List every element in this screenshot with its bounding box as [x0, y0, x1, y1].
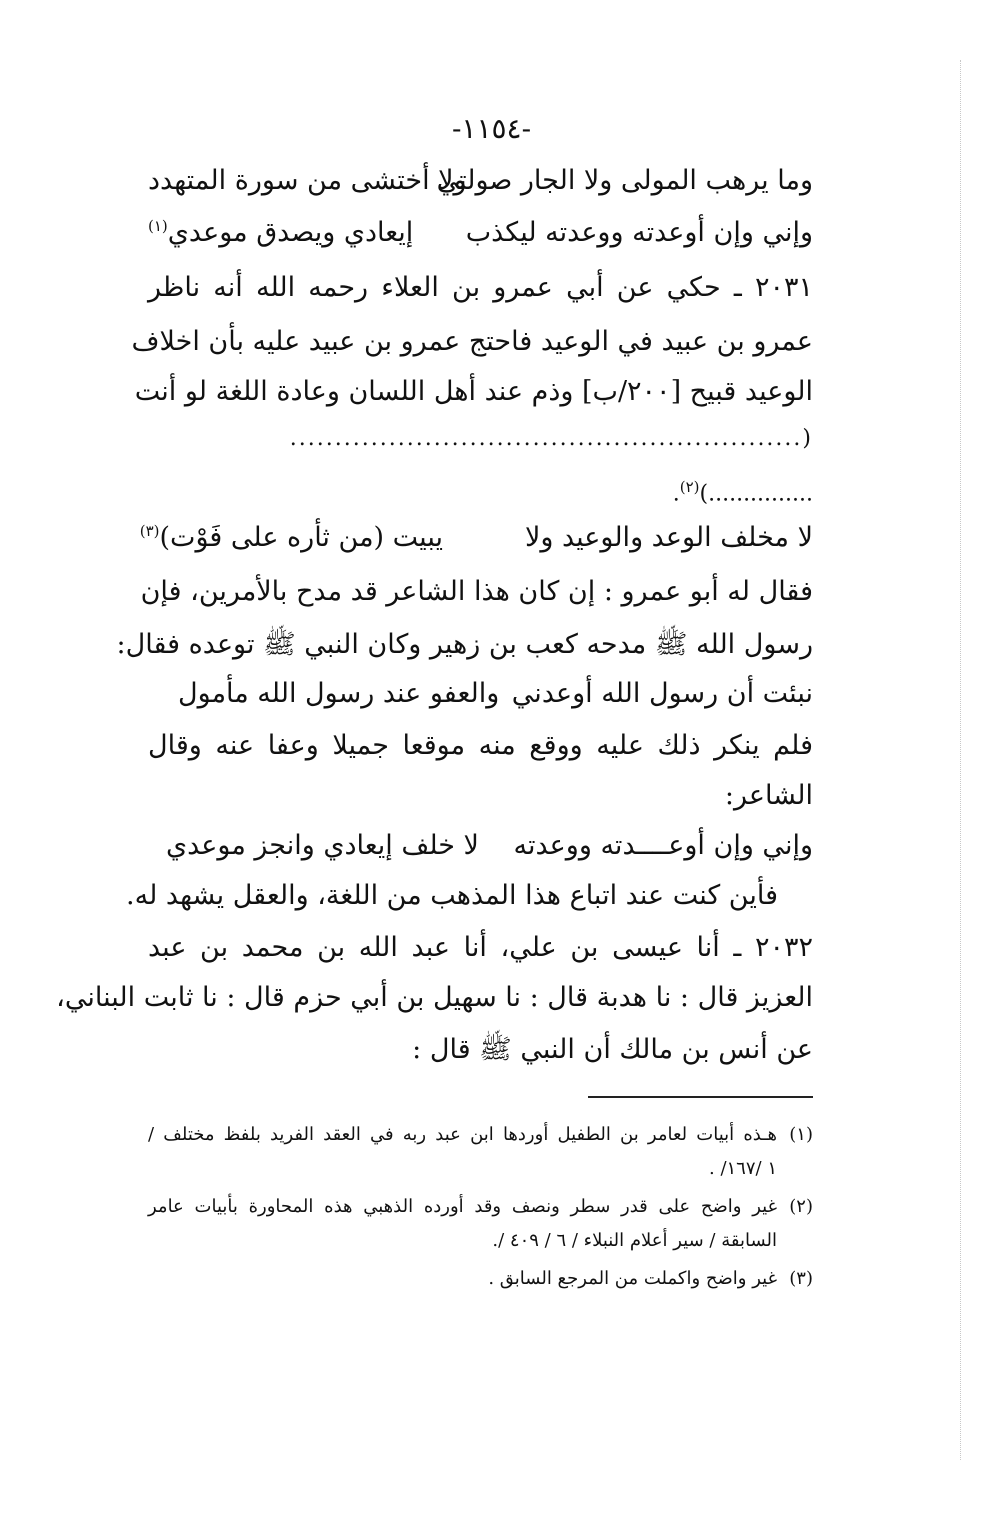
paragraph-2-line-2: رسول الله ﷺ مدحه كعب بن زهير وكان النبي ﷺ توعده فقال:: [116, 629, 813, 660]
paragraph-3-line-1: فلم ينكر ذلك عليه ووقع منه موقعا جميلا وعفا عنه وقال: [148, 730, 813, 761]
paragraph-1-line-3: الوعيد قبيح [٢٠٠/ب] وذم عند أهل اللسان وعادة اللغة لو أنت: [134, 376, 813, 407]
footnote-separator: [588, 1096, 813, 1098]
verse-3-second-hemistich: [140, 522, 443, 553]
paragraph-1-line-2: عمرو بن عبيد في الوعيد فاحتج عمرو بن عبيد عليه بأن اخلاف: [131, 326, 813, 357]
paragraph-5-line-2: العزيز قال : نا هدبة قال : نا سهيل بن أبي حزم قال : نا ثابت البناني،: [56, 982, 813, 1013]
verse-2: [148, 217, 813, 261]
verse-4-first-hemistich: نبئت أن رسول الله أوعدني: [511, 678, 813, 709]
verse-4-second-hemistich: والعفو عند رسول الله مأمول: [178, 678, 500, 709]
page-number: -١١٥٤-: [451, 112, 532, 145]
footnote-2: [148, 1196, 813, 1217]
paragraph-3-line-2: الشاعر:: [724, 780, 813, 811]
verse-5-second-hemistich: لا خلف إيعادي وانجز موعدي: [166, 830, 479, 861]
footnote-marker-1: (١): [148, 217, 168, 235]
verse-2-second-hemistich: [148, 217, 413, 248]
verse-1-first-hemistich: وما يرهب المولى ولا الجار صولتي: [436, 165, 813, 196]
footnote-marker-3: (٣): [139, 522, 160, 540]
paragraph-5-line-3: عن أنس بن مالك أن النبي ﷺ قال :: [412, 1034, 813, 1065]
footnote-1-line-1: هـذه أبيات لعامر بن الطفيل أوردها ابن عبد ربه في العقد الفريد بلفظ مختلف /: [148, 1124, 777, 1145]
footnote-1: [148, 1124, 813, 1145]
paragraph-2-line-1: فقال له أبو عمرو : إن كان هذا الشاعر قد مدح بالأمرين، فإن: [140, 576, 813, 607]
verse-2-second-text: إيعادي ويصدق موعدي: [167, 217, 414, 248]
footnote-2-number: (٢): [789, 1196, 813, 1217]
footnote-3: [148, 1268, 813, 1289]
footnote-1-line-2: ١ /١٦٧/ .: [709, 1158, 777, 1179]
footnote-marker-2: (٢): [679, 478, 700, 496]
footnote-2-line-2: السابقة / سير أعلام النبلاء / ٦ / ٤٠٩ /.: [492, 1230, 777, 1251]
verse-5: [148, 830, 813, 874]
footnote-3-line-1: غير واضح واكملت من المرجع السابق .: [488, 1268, 777, 1289]
paragraph-5-line-1: ٢٠٣٢ ـ أنا عيسى بن علي، أنا عبد الله بن محمد بن عبد: [148, 932, 813, 963]
footnote-3-number: (٣): [789, 1268, 813, 1289]
footnote-2-line-1: غير واضح على قدر سطر ونصف وقد أورده الذهبي هذه المحاورة بأبيات عامر: [148, 1196, 777, 1217]
verse-1: [148, 165, 813, 209]
verse-3-first-hemistich: لا مخلف الوعد والوعيد ولا: [524, 522, 813, 553]
illegible-gap-line-1: (.........................................................: [289, 426, 813, 451]
illegible-gap-dots: ...............): [699, 481, 813, 507]
verse-1-second-hemistich: ولا أختشى من سورة المتهدد: [148, 165, 467, 196]
illegible-gap-line-2: ...............)$^{(٢)}$.: [672, 478, 813, 507]
verse-2-first-hemistich: وإني وإن أوعدته ووعدته ليكذب: [465, 217, 813, 248]
paragraph-1-line-1: ٢٠٣١ ـ حكي عن أبي عمرو بن العلاء رحمه الله أنه ناظر: [148, 272, 813, 303]
verse-4: [148, 678, 813, 722]
verse-3-second-text: يبيت (من ثأره على فَوْت): [159, 522, 443, 553]
paragraph-4: فأين كنت عند اتباع هذا المذهب من اللغة، والعقل يشهد له.: [126, 880, 778, 911]
footnote-1-number: (١): [789, 1124, 813, 1145]
verse-3: [139, 522, 813, 566]
scan-margin-line: [960, 60, 961, 1460]
verse-5-first-hemistich: وإني وإن أوعــــدته ووعدته: [513, 830, 813, 861]
